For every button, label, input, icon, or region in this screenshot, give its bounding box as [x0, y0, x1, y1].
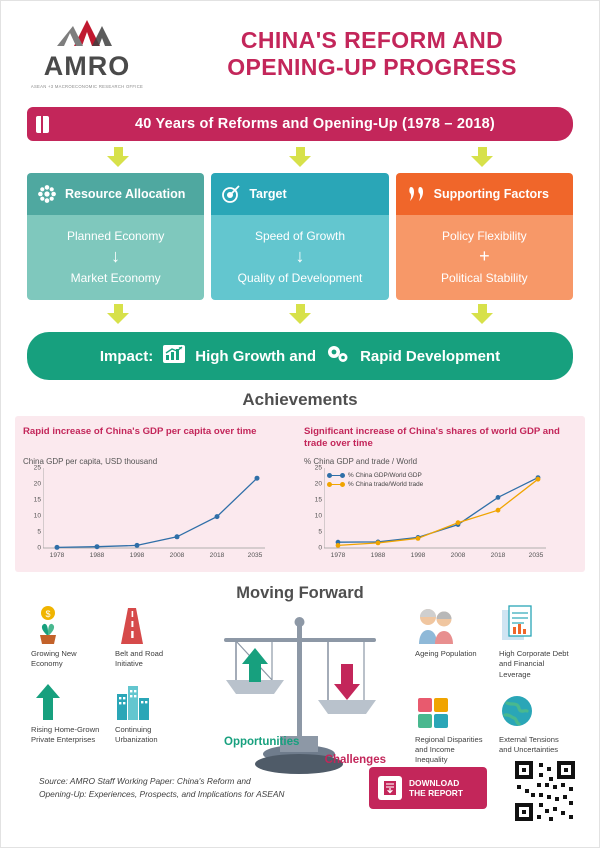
documents-icon [499, 604, 571, 646]
y-tick: 10 [314, 512, 322, 520]
pillar-header [396, 173, 573, 215]
impact-item-1: High Growth and [195, 347, 317, 365]
moving-forward-heading: Moving Forward [236, 584, 364, 602]
legend-swatch-icon [328, 475, 344, 476]
download-report-button[interactable] [369, 767, 487, 809]
list-item [31, 680, 103, 746]
pillar-from: Planned Economy [66, 229, 165, 243]
opportunities-list [31, 604, 191, 755]
list-item [499, 690, 571, 766]
challenges-list [415, 604, 575, 776]
book-icon [27, 107, 57, 141]
down-arrow-icon [289, 304, 311, 324]
growth-chart-icon [162, 343, 186, 369]
gear-flower-icon [36, 183, 58, 205]
item-label: External Tensions and Uncertainties [499, 734, 559, 754]
item-label: Belt and Road Initiative [115, 649, 164, 669]
impact-label: Impact: [99, 347, 154, 365]
opportunities-label: Opportunities [224, 736, 300, 748]
logo-subtitle: ASEAN +3 MACROECONOMIC RESEARCH OFFICE [30, 84, 144, 89]
down-arrow-icon [289, 147, 311, 167]
pillar-transition-icon: ↓ [295, 246, 305, 266]
chart-gdp-per-capita [23, 426, 296, 564]
pillar-title: Target [249, 187, 287, 201]
pillar-resource-allocation [27, 173, 204, 300]
source-line-2: Opening-Up: Experiences, Prospects, and Implications for ASEAN [39, 788, 285, 799]
list-item [499, 604, 571, 680]
logo-wordmark: AMRO [43, 51, 131, 81]
pillar-from: Policy Flexibility [441, 229, 527, 243]
city-buildings-icon [115, 680, 187, 722]
down-arrow-icon [471, 304, 493, 324]
download-line-1: DOWNLOAD [409, 777, 460, 788]
page-title [161, 27, 577, 81]
item-label: Regional Disparities and Income Inequality [415, 734, 483, 765]
chart-subtitle: % China GDP and trade / World [304, 457, 418, 466]
target-icon [220, 183, 242, 205]
x-tick: 1978 [49, 552, 65, 559]
impact-banner [27, 332, 573, 380]
chart-legend [328, 472, 423, 490]
download-line-2: THE REPORT [409, 788, 463, 798]
legend-item [328, 472, 423, 479]
x-tick: 2035 [247, 552, 263, 559]
x-tick: 1998 [129, 552, 145, 559]
globe-icon [499, 690, 571, 732]
list-item [31, 604, 103, 670]
legend-label: % China trade/World trade [348, 481, 424, 488]
pillar-title: Supporting Factors [433, 187, 549, 201]
chart-subtitle: China GDP per capita, USD thousand [23, 457, 158, 466]
y-tick: 15 [33, 496, 41, 504]
challenges-label: Challenges [324, 754, 386, 766]
title-line-1: CHINA'S REFORM AND [240, 26, 504, 53]
document-download-icon [378, 776, 402, 800]
title-line-2: OPENING-UP PROGRESS [227, 54, 517, 80]
pillar-transition-icon: + [479, 246, 490, 266]
item-label: Continuing Urbanization [115, 724, 158, 744]
x-axis-ticks [43, 552, 294, 564]
pillar-supporting-factors [396, 173, 573, 300]
item-label: High Corporate Debt and Financial Leverage [499, 649, 569, 679]
pillar-to: Political Stability [440, 271, 528, 285]
footer [1, 757, 599, 847]
list-item [115, 604, 187, 670]
x-tick: 2008 [450, 552, 466, 559]
gears-icon [325, 343, 351, 369]
source-note [39, 775, 329, 800]
qr-code-icon[interactable] [513, 759, 577, 823]
chart-title: Rapid increase of China's GDP per capita over time [23, 426, 257, 437]
y-tick: 10 [33, 512, 41, 520]
legend-item [328, 481, 423, 488]
pillar-header [27, 173, 204, 215]
list-item [415, 604, 487, 680]
pillar-body [396, 215, 573, 300]
achievements-heading: Achievements [242, 390, 358, 409]
pillars [27, 173, 573, 300]
charts-panel [15, 416, 585, 572]
source-line-1: Source: AMRO Staff Working Paper: China's Reform and [39, 776, 251, 786]
y-axis-ticks [23, 464, 43, 552]
y-tick: 20 [314, 480, 322, 488]
money-plant-icon [31, 604, 103, 646]
pillar-transition-icon: ↓ [111, 246, 121, 266]
download-label [409, 778, 463, 799]
elderly-couple-icon [415, 604, 487, 646]
item-label: Rising Home-Grown Private Enterprises [31, 724, 100, 744]
quote-icon [405, 183, 427, 205]
x-tick: 1998 [410, 552, 426, 559]
y-tick: 25 [33, 464, 41, 472]
plot-area [23, 464, 296, 564]
up-arrow-icon [31, 680, 103, 722]
arrows-to-columns [27, 147, 573, 167]
y-tick: 5 [37, 528, 41, 536]
pillar-body [27, 215, 204, 300]
y-tick: 20 [33, 480, 41, 488]
chart-world-shares [304, 426, 577, 564]
pillar-target [211, 173, 388, 300]
years-banner [27, 107, 573, 141]
banner-text: 40 Years of Reforms and Opening-Up (1978 – 2018) [57, 107, 573, 141]
item-label: Growing New Economy [31, 649, 77, 669]
legend-swatch-icon [328, 484, 344, 485]
amro-logo [27, 19, 147, 89]
down-arrow-icon [107, 147, 129, 167]
svg-text:$: $ [45, 609, 51, 619]
x-tick: 1988 [89, 552, 105, 559]
puzzle-icon [415, 690, 487, 732]
item-label: Ageing Population [415, 649, 477, 658]
pillar-to: Quality of Development [237, 271, 363, 285]
x-tick: 1978 [330, 552, 346, 559]
list-item [115, 680, 187, 746]
pillar-header [211, 173, 388, 215]
x-tick: 2018 [490, 552, 506, 559]
plot-area [304, 464, 577, 564]
down-arrow-icon [471, 147, 493, 167]
x-tick: 2035 [528, 552, 544, 559]
down-arrow-icon [107, 304, 129, 324]
pillar-body [211, 215, 388, 300]
y-tick: 25 [314, 464, 322, 472]
road-icon [115, 604, 187, 646]
arrows-to-impact [27, 304, 573, 324]
y-axis-ticks [304, 464, 324, 552]
y-tick: 5 [318, 528, 322, 536]
pillar-from: Speed of Growth [254, 229, 346, 243]
legend-label: % China GDP/World GDP [348, 472, 422, 479]
chart-line-svg [43, 468, 265, 552]
logo-mark-icon [50, 19, 124, 49]
x-tick: 1988 [370, 552, 386, 559]
y-tick: 0 [37, 544, 41, 552]
impact-item-2: Rapid Development [360, 347, 501, 365]
chart-title: Significant increase of China's shares of world GDP and trade over time [304, 426, 560, 449]
pillar-to: Market Economy [70, 271, 161, 285]
pillar-title: Resource Allocation [65, 187, 186, 201]
header [1, 1, 599, 97]
y-tick: 0 [318, 544, 322, 552]
x-tick: 2018 [209, 552, 225, 559]
x-tick: 2008 [169, 552, 185, 559]
y-tick: 15 [314, 496, 322, 504]
x-axis-ticks [324, 552, 575, 564]
list-item [415, 690, 487, 766]
